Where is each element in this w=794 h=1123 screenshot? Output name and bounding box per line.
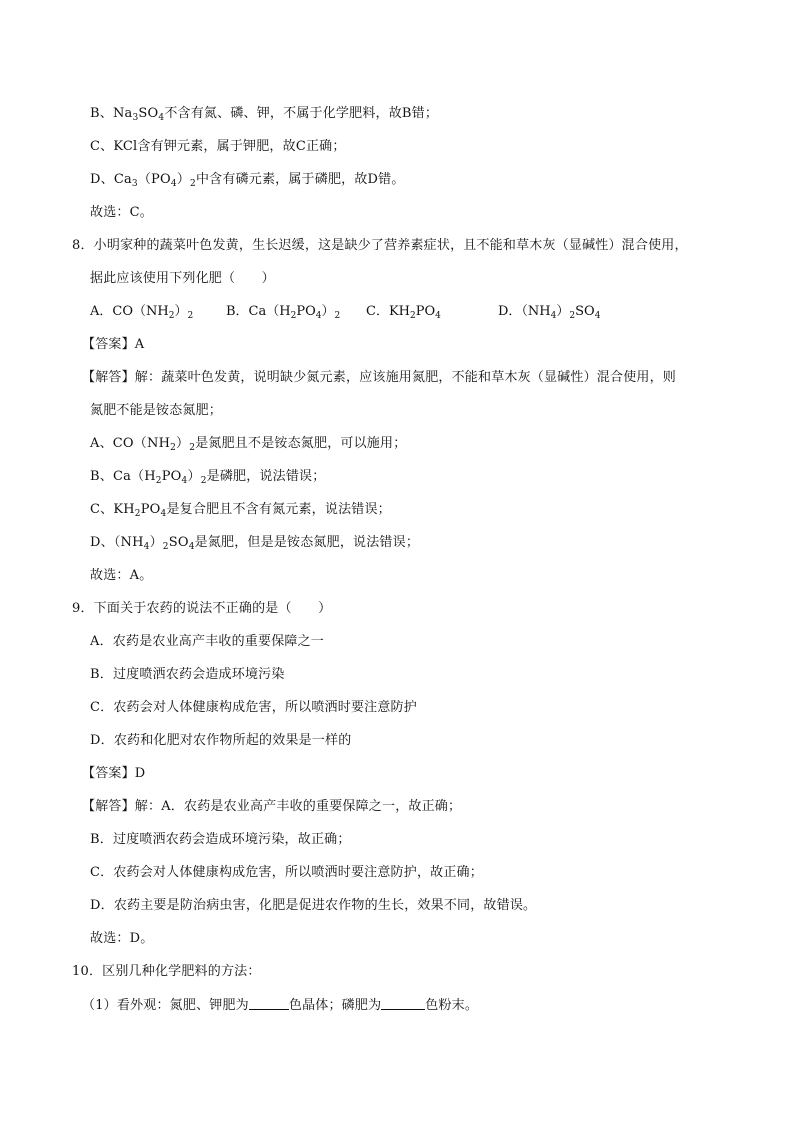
q8-answer: 【答案】A: [82, 337, 145, 352]
q9-option-b: B．过度喷洒农药会造成环境污染: [90, 667, 285, 682]
q8-analysis-b: B、$Ca(H_2PO_4)_2$是磷肥，说法错误；: [90, 469, 326, 486]
q9-analysis-d: D．农药主要是防治病虫害，化肥是促进农作物的生长，效果不同，故错误。: [90, 898, 537, 913]
q9-option-a: A．农药是农业高产丰收的重要保障之一: [90, 634, 324, 649]
q9-choice: 故选：D。: [90, 931, 154, 946]
q8-analysis-a: A、$CO(NH_2)_2$是氮肥且不是铵态氮肥，可以施用；: [90, 436, 407, 453]
q9-stem: 9．下面关于农药的说法不正确的是（ ）: [72, 601, 332, 616]
choice-line: 故选：C。: [90, 205, 153, 220]
q9-analysis-a: 【解答】解：A．农药是农业高产丰收的重要保障之一，故正确；: [82, 799, 462, 814]
q8-stem-line2: 据此应该使用下列化肥（ ）: [90, 271, 275, 286]
q9-option-c: C．农药会对人体健康构成危害，所以喷洒时要注意防护: [90, 700, 417, 715]
analysis-line-c: C、KCl含有钾元素，属于钾肥，故C正确；: [90, 139, 346, 154]
q8-stem-line1: 8．小明家种的蔬菜叶色发黄，生长迟缓，这是缺少了营养素症状，且不能和草木灰（显碱性）混合使用，: [72, 238, 688, 253]
q9-analysis-b: B．过度喷洒农药会造成环境污染，故正确；: [90, 832, 351, 847]
q10-part1: （1）看外观：氮肥、钾肥为 色晶体；磷肥为 色粉末。: [82, 998, 479, 1013]
q8-analysis-d: D、$(NH_4)_2SO_4$是氮肥，但是是铵态氮肥，说法错误；: [90, 535, 420, 552]
analysis-line-d: D、$Ca_3(PO_4)_2$中含有磷元素，属于磷肥，故D错。: [90, 172, 405, 189]
analysis-line-b: B、$Na_3SO_4$不含有氮、磷、钾，不属于化学肥料，故B错；: [90, 106, 439, 123]
q9-answer: 【答案】D: [82, 766, 146, 781]
q10-stem: 10．区别几种化学肥料的方法：: [72, 964, 261, 979]
q9-analysis-c: C．农药会对人体健康构成危害，所以喷洒时要注意防护，故正确；: [90, 865, 483, 880]
q9-option-d: D．农药和化肥对农作物所起的效果是一样的: [90, 733, 352, 748]
q8-analysis-line1: 【解答】解：蔬菜叶色发黄，说明缺少氮元素，应该施用氮肥，不能和草木灰（显碱性）混合使用，则: [82, 370, 677, 385]
q8-analysis-line2: 氮肥不能是铵态氮肥；: [90, 403, 223, 418]
fill-blank-1[interactable]: [249, 997, 289, 1010]
q8-option-c: C．$KH_2PO_4$: [366, 304, 441, 321]
q8-option-a: A．$CO(NH_2)_2$: [90, 304, 194, 321]
q8-option-b: B．$Ca(H_2PO_4)_2$: [226, 304, 341, 321]
q8-option-d: D．$(NH_4)_2SO_4$: [498, 304, 601, 321]
q8-analysis-c: C、$KH_2PO_4$是复合肥且不含有氮元素，说法错误；: [90, 502, 391, 519]
q8-choice: 故选：A。: [90, 568, 153, 583]
fill-blank-2[interactable]: [381, 997, 425, 1010]
